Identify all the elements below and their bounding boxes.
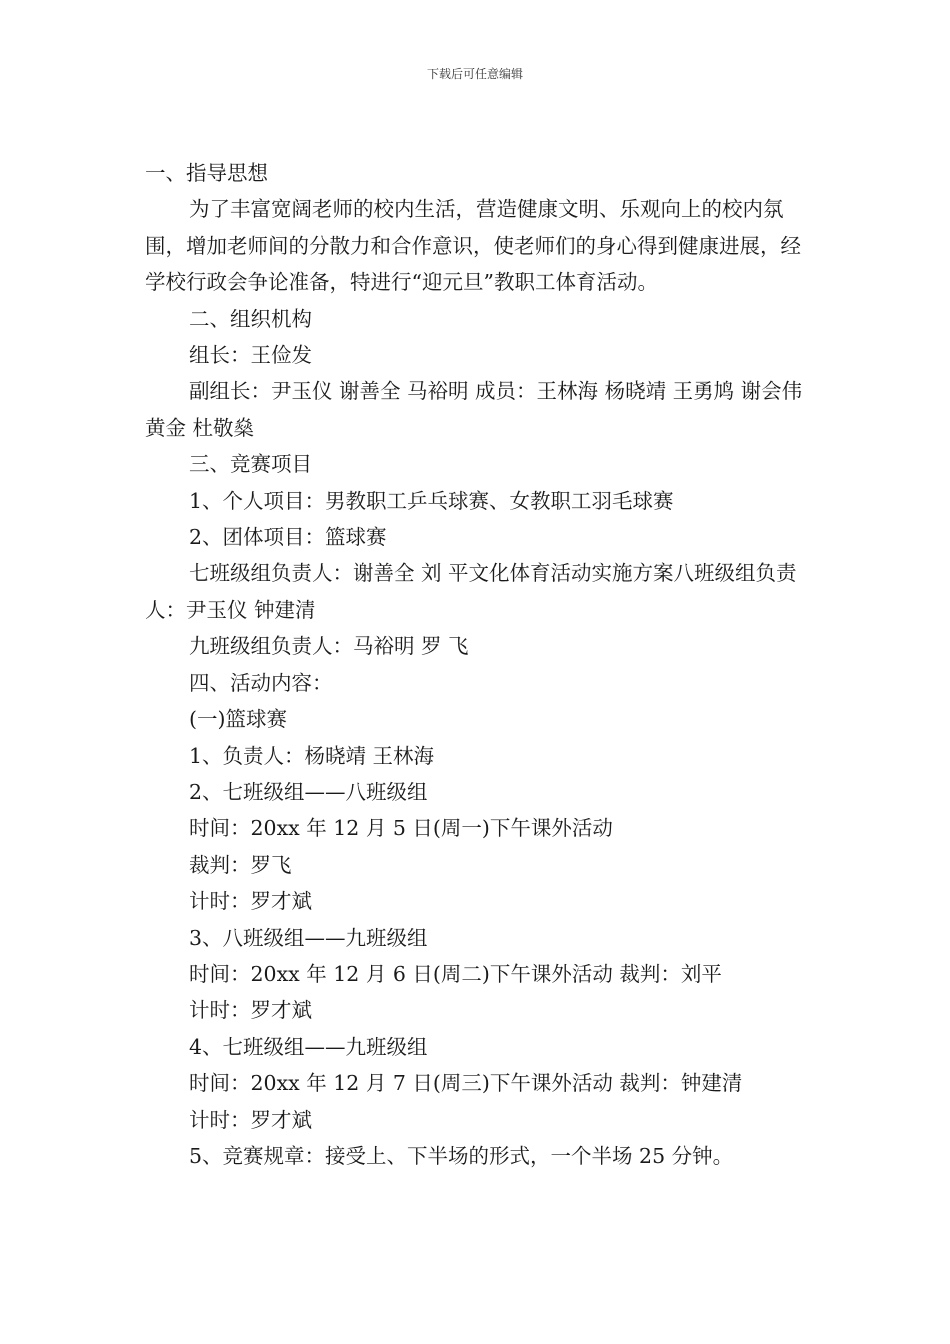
paragraph-grade-nine-leaders: 九班级组负责人：马裕明 罗 飞 bbox=[189, 634, 469, 659]
paragraph-match-2: 3、八班级组——九班级组 bbox=[189, 925, 428, 950]
paragraph-match-1-time: 时间：20xx 年 12 月 5 日(周一)下午课外活动 bbox=[189, 816, 613, 841]
section-heading-guiding-ideology: 一、指导思想 bbox=[145, 161, 268, 185]
paragraph-purpose: 为了丰富宽阔老师的校内生活，营造健康文明、乐观向上的校内氛围，增加老师间的分散力和合作意识，使老师们的身心得到健康进展，经学校行政会争论准备，特进行“迎元旦”教职工体育活动。 bbox=[145, 197, 801, 295]
paragraph-basketball-leaders: 1、负责人：杨晓靖 王林海 bbox=[189, 743, 435, 768]
section-heading-events: 三、竞赛项目 bbox=[189, 452, 312, 477]
document-body bbox=[145, 155, 807, 1174]
paragraph-grade-seven-eight-leaders: 七班级组负责人：谢善全 刘 平文化体育活动实施方案八班级组负责人：尹玉仪 钟建清 bbox=[145, 561, 797, 622]
paragraph-match-2-timekeeper: 计时：罗才斌 bbox=[189, 998, 312, 1023]
paragraph-deputy-members: 副组长：尹玉仪 谢善全 马裕明 成员：王林海 杨晓靖 王勇鸠 谢会伟 黄金 杜敬燊 bbox=[145, 379, 803, 440]
paragraph-match-3-timekeeper: 计时：罗才斌 bbox=[189, 1107, 312, 1132]
paragraph-match-1-timekeeper: 计时：罗才斌 bbox=[189, 889, 312, 914]
paragraph-individual-events: 1、个人项目：男教职工乒乓球赛、女教职工羽毛球赛 bbox=[189, 488, 674, 513]
paragraph-rules: 5、竞赛规章：接受上、下半场的形式，一个半场 25 分钟。 bbox=[189, 1143, 734, 1168]
paragraph-match-3-time: 时间：20xx 年 12 月 7 日(周三)下午课外活动 裁判：钟建清 bbox=[189, 1071, 743, 1096]
paragraph-match-3: 4、七班级组——九班级组 bbox=[189, 1034, 428, 1059]
page-header: 下载后可任意编辑 bbox=[426, 67, 523, 81]
paragraph-match-2-time: 时间：20xx 年 12 月 6 日(周二)下午课外活动 裁判：刘平 bbox=[189, 961, 722, 986]
paragraph-team-events: 2、团体项目：篮球赛 bbox=[189, 525, 387, 550]
subheading-basketball: (一)篮球赛 bbox=[189, 707, 287, 732]
paragraph-match-1-referee: 裁判：罗飞 bbox=[189, 852, 292, 877]
paragraph-match-1: 2、七班级组——八班级组 bbox=[189, 779, 428, 804]
section-heading-organization: 二、组织机构 bbox=[189, 306, 312, 331]
section-heading-activity-content: 四、活动内容： bbox=[189, 670, 333, 695]
paragraph-leader: 组长：王俭发 bbox=[189, 343, 312, 368]
